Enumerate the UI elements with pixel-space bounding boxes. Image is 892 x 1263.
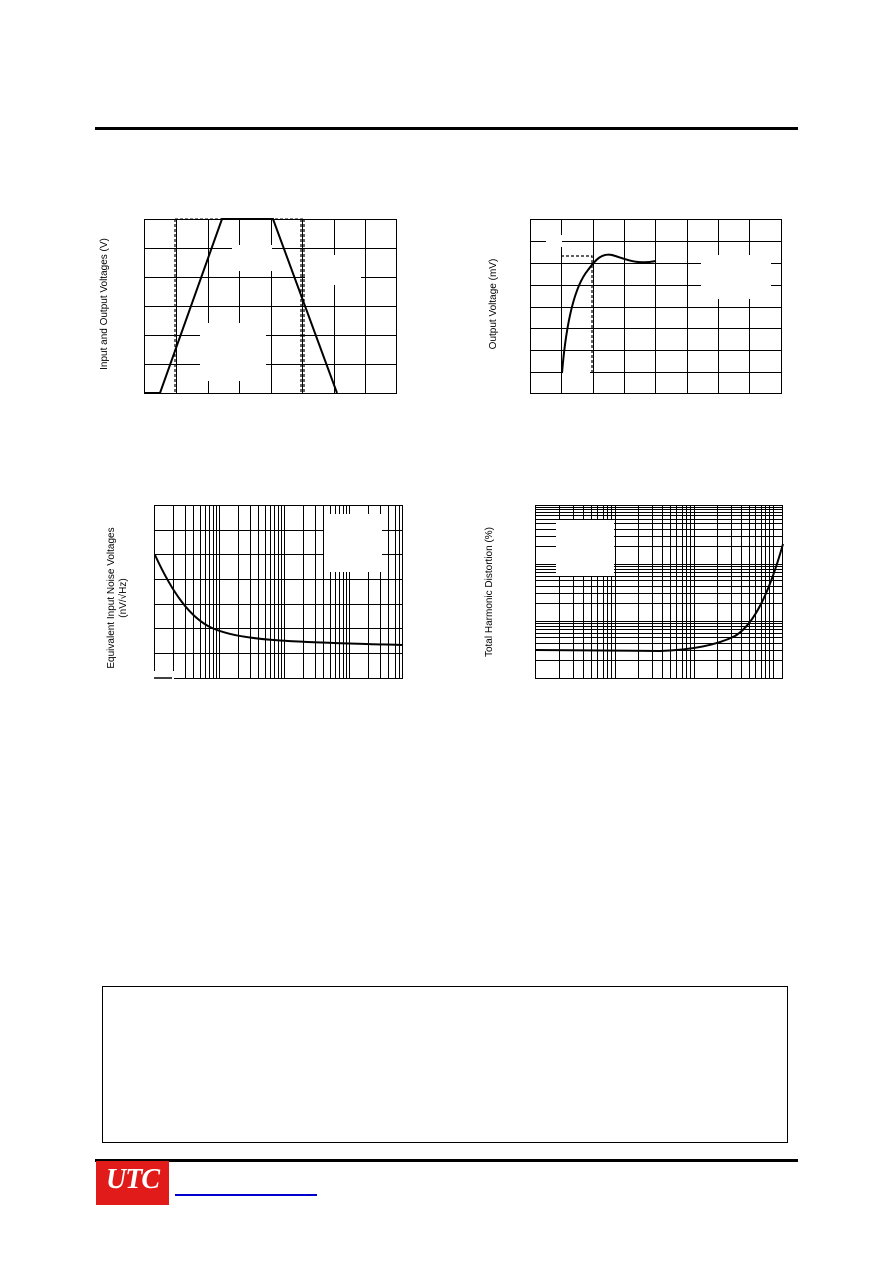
header-rule — [95, 127, 798, 130]
io-voltage-ylabel: Input and Output Voltages (V) — [99, 238, 110, 370]
transient-ylabel: Output Voltage (mV) — [488, 258, 499, 350]
thd-chart — [530, 500, 792, 685]
utc-logo — [96, 1161, 169, 1205]
noise-chart — [150, 500, 412, 685]
noise-ylabel-line1: Equivalent Input Noise Voltages — [106, 527, 117, 669]
website-link[interactable] — [175, 1194, 317, 1196]
thd-ylabel: Total Harmonic Distortion (%) — [484, 526, 495, 658]
utc-logo-text: UTC — [106, 1164, 159, 1195]
noise-ylabel-line2: (nV/√Hz) — [118, 578, 129, 618]
transient-chart — [526, 215, 788, 400]
notes-box — [102, 986, 788, 1143]
io-voltage-chart — [140, 215, 402, 400]
noise-ylabel — [106, 508, 130, 688]
footer-rule — [95, 1159, 798, 1162]
